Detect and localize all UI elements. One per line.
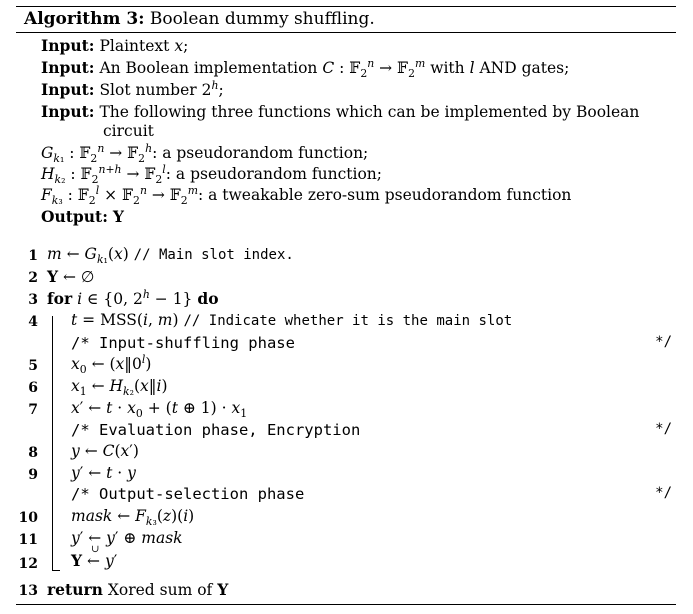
comment-end-1: */	[655, 334, 672, 350]
algorithm-title: Boolean dummy shuffling.	[149, 9, 375, 29]
line-number-7: 7	[28, 402, 38, 418]
line-number-9: 9	[28, 467, 38, 483]
code-line-10: mask ← $F_{k_3}(z)(i)$	[71, 507, 195, 529]
code-line-12: Y ← ∪ y′	[71, 544, 118, 570]
function-h: $H_{k_2}$ : 𝔽$_2^{n+h}$ → 𝔽$_2^l$: a pseudorandom function;	[41, 162, 382, 187]
line-number-5: 5	[28, 358, 38, 374]
comment-evaluation: /* Evaluation phase, Encryption	[71, 421, 361, 439]
function-g: $G_{k_1}$ : 𝔽$_2^n$ → 𝔽$_2^h$: a pseudorandom function;	[41, 141, 369, 166]
input-line-1: Input: Plaintext x;	[41, 36, 189, 55]
code-line-8: y ← C(x′)	[71, 442, 139, 460]
line-number-13: 13	[18, 583, 38, 599]
top-rule	[16, 6, 676, 7]
code-line-9: y′ ← t · y	[71, 464, 136, 482]
input-line-4: Input: The following three functions which can be implemented by Boolean	[41, 102, 640, 121]
for-loop-bar	[52, 316, 53, 570]
line-number-3: 3	[28, 292, 38, 308]
function-f: $F_{k_3}$ : 𝔽$_2^l$ × 𝔽$_2^n$ → 𝔽$_2^m$: a tweakable zero-sum pseudorandom function	[41, 183, 572, 208]
input-line-2: Input: An Boolean implementation C : 𝔽$_2^n$ → 𝔽$_2^m$ with l AND gates;	[41, 56, 570, 81]
code-line-13: return Xored sum of Y	[47, 580, 229, 599]
code-line-1: m ← $G_{k_1}(x)$ // Main slot index.	[47, 245, 294, 267]
algorithm-label: Algorithm 3:	[24, 9, 145, 29]
output-line: Output: Y	[41, 207, 124, 226]
comment-end-2: */	[655, 421, 672, 437]
line-number-11: 11	[18, 532, 38, 548]
input-line-4-cont: circuit	[103, 122, 154, 140]
bottom-rule	[16, 604, 676, 605]
line-number-4: 4	[28, 314, 38, 330]
code-line-4: t = MSS(i, m) // Indicate whether it is the main slot	[71, 311, 513, 329]
line-number-8: 8	[28, 445, 38, 461]
caption-rule	[16, 32, 676, 33]
comment-output-selection: /* Output-selection phase	[71, 485, 305, 503]
code-line-3: for i ∈ {0, $2^h - 1$} do	[47, 287, 219, 308]
line-number-2: 2	[28, 270, 38, 286]
input-line-3: Input: Slot number 2$^h$;	[41, 78, 224, 99]
line-number-1: 1	[28, 248, 38, 264]
code-line-5: $x_0$ ← (x‖0$^l$)	[71, 352, 152, 377]
code-line-6: $x_1$ ← $H_{k_2}(x‖i)$	[71, 377, 168, 399]
code-line-11: y′ ← y′ ⊕ mask	[71, 529, 183, 547]
line-number-12: 12	[18, 556, 38, 572]
for-loop-foot	[52, 570, 60, 571]
line-number-6: 6	[28, 380, 38, 396]
code-line-2: Y ← ∅	[47, 267, 95, 286]
comment-end-3: */	[655, 485, 672, 501]
line-number-10: 10	[18, 510, 38, 526]
comment-input-shuffling: /* Input-shuffling phase	[71, 334, 295, 352]
code-line-7: x′ ← $t \cdot x_0 + (t$ ⊕ $1) \cdot x_1$	[71, 399, 248, 421]
algorithm-caption	[24, 9, 375, 29]
